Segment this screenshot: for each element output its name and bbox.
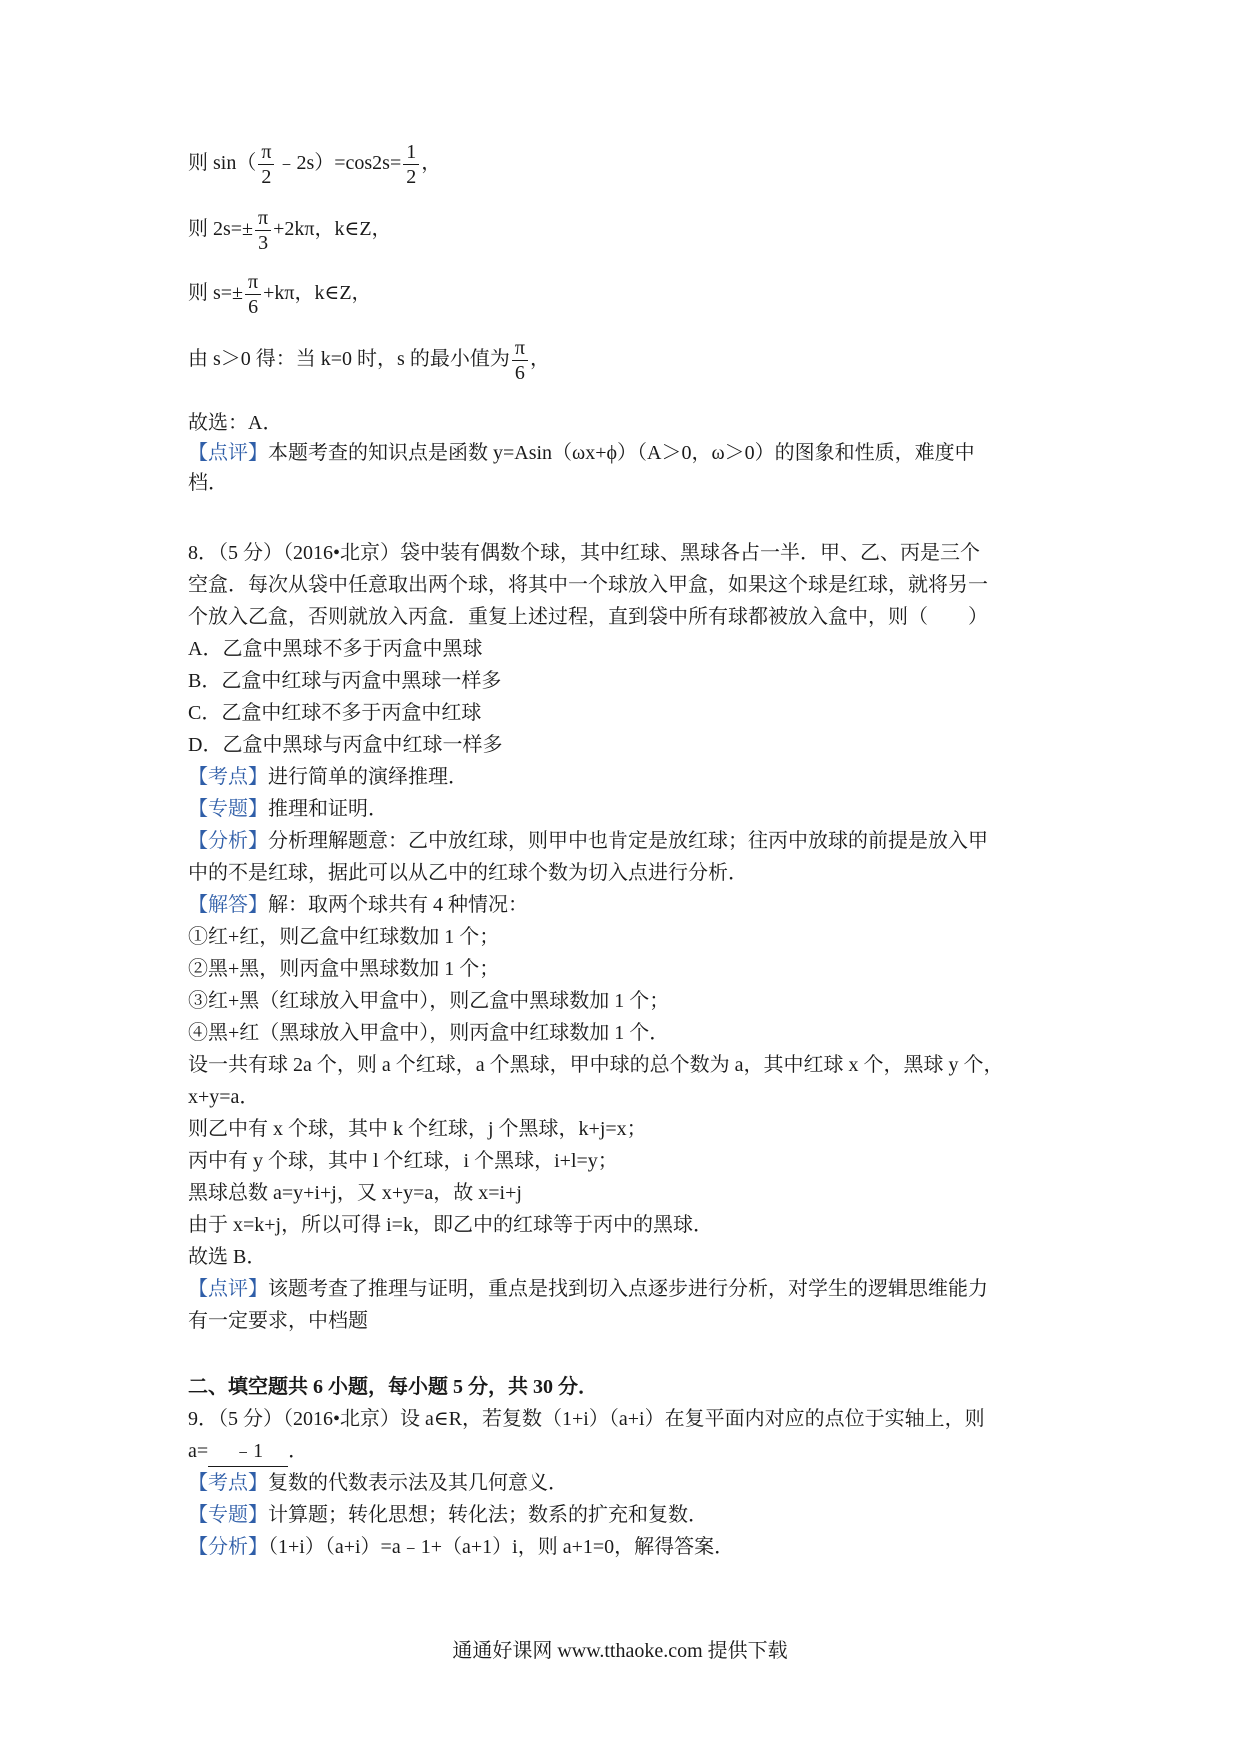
answer-blank: ﹣1 [208, 1436, 288, 1467]
fraction: $\frac{1}{2}$ [403, 140, 419, 189]
comment-tag: 【点评】 [188, 442, 268, 464]
q8-stem-1: 8．（5 分）（2016•北京）袋中装有偶数个球，其中红球、黑球各占一半．甲、乙、丙是三个 [188, 542, 981, 564]
q8-option-c: C．乙盒中红球不多于丙盒中红球 [188, 702, 482, 724]
q7-answer: 故选：A． [188, 412, 283, 434]
q9-kaodian: 【考点】复数的代数表示法及其几何意义． [188, 1472, 568, 1494]
zhuanti-tag: 【专题】 [188, 1504, 268, 1526]
q8-solution-6: 由于 x=k+j，所以可得 i=k，即乙中的红球等于丙中的黑球． [188, 1214, 713, 1236]
q8-case-1: ①红+红，则乙盒中红球数加 1 个； [188, 926, 500, 948]
q7-comment: 【点评】本题考查的知识点是函数 y=Asin（ωx+ϕ）（A＞0，ω＞0）的图象和性质，难度中 [188, 442, 975, 464]
q8-solution-2: x+y=a． [188, 1086, 260, 1108]
q8-stem-3: 个放入乙盒，否则就放入丙盒．重复上述过程，直到袋中所有球都被放入盒中，则（ ） [188, 606, 988, 628]
q8-kaodian: 【考点】进行简单的演绎推理． [188, 766, 468, 788]
q8-case-2: ②黑+黑，则丙盒中黑球数加 1 个； [188, 958, 500, 980]
fraction: $\frac{\pi}{6}$ [512, 336, 528, 385]
q9-stem-2: a= ﹣1 ． [188, 1436, 308, 1467]
q8-jieda: 【解答】解：取两个球共有 4 种情况： [188, 894, 528, 916]
q8-solution-5: 黑球总数 a=y+i+j，又 x+y=a，故 x=i+j [188, 1182, 522, 1204]
fenxi-tag: 【分析】 [188, 830, 268, 852]
q8-zhuanti: 【专题】推理和证明． [188, 798, 388, 820]
math-line-3: 则 s=± $\frac{\pi}{6}$ +kπ，k∈Z， [188, 271, 372, 318]
q8-case-3: ③红+黑（红球放入甲盒中），则乙盒中黑球数加 1 个； [188, 990, 670, 1012]
kaodian-tag: 【考点】 [188, 766, 268, 788]
math-line-4: 由 s＞0 得：当 k=0 时，s 的最小值为 $\frac{\pi}{6}$ ， [188, 337, 550, 384]
q8-comment: 【点评】该题考查了推理与证明，重点是找到切入点逐步进行分析，对学生的逻辑思维能力 [188, 1278, 988, 1300]
zhuanti-tag: 【专题】 [188, 798, 268, 820]
q8-solution-3: 则乙中有 x 个球，其中 k 个红球，j 个黑球，k+j=x； [188, 1118, 647, 1140]
section-heading: 二、填空题共 6 小题，每小题 5 分，共 30 分． [188, 1376, 598, 1398]
q7-comment-cont: 档． [188, 472, 228, 494]
math-line-2: 则 2s=± $\frac{\pi}{3}$ +2kπ，k∈Z， [188, 207, 392, 254]
fenxi-tag: 【分析】 [188, 1536, 268, 1558]
q8-fenxi: 【分析】分析理解题意：乙中放红球，则甲中也肯定是放红球；往丙中放球的前提是放入甲 [188, 830, 988, 852]
fraction: $\frac{\pi}{3}$ [255, 206, 271, 255]
q8-case-4: ④黑+红（黑球放入甲盒中），则丙盒中红球数加 1 个． [188, 1022, 670, 1044]
fraction: $\frac{\pi}{6}$ [245, 270, 261, 319]
q8-option-b: B．乙盒中红球与丙盒中黑球一样多 [188, 670, 502, 692]
kaodian-tag: 【考点】 [188, 1472, 268, 1494]
q8-option-d: D．乙盒中黑球与丙盒中红球一样多 [188, 734, 503, 756]
q8-option-a: A．乙盒中黑球不多于丙盒中黑球 [188, 638, 483, 660]
q9-fenxi: 【分析】（1+i）（a+i）=a﹣1+（a+1）i，则 a+1=0，解得答案． [188, 1536, 735, 1558]
q9-stem-1: 9．（5 分）（2016•北京）设 a∈R，若复数（1+i）（a+i）在复平面内对应的点位于实轴上，则 [188, 1408, 985, 1430]
fraction: $\frac{\pi}{2}$ [258, 140, 274, 189]
q8-fenxi-cont: 中的不是红球，据此可以从乙中的红球个数为切入点进行分析． [188, 862, 748, 884]
q8-answer: 故选 B． [188, 1246, 267, 1268]
q8-comment-cont: 有一定要求，中档题 [188, 1310, 368, 1332]
q8-stem-2: 空盒．每次从袋中任意取出两个球，将其中一个球放入甲盒，如果这个球是红球，就将另一 [188, 574, 988, 596]
jieda-tag: 【解答】 [188, 894, 268, 916]
q8-solution-4: 丙中有 y 个球，其中 l 个红球，i 个黑球，i+l=y； [188, 1150, 618, 1172]
q9-zhuanti: 【专题】计算题；转化思想；转化法；数系的扩充和复数． [188, 1504, 708, 1526]
page-footer: 通通好课网 www.tthaoke.com 提供下载 [452, 1640, 788, 1662]
math-line-1: 则 sin（ $\frac{\pi}{2}$ ﹣2s）=cos2s= $\frac{1}{2}$ ， [188, 141, 442, 188]
q8-solution-1: 设一共有球 2a 个，则 a 个红球，a 个黑球，甲中球的总个数为 a，其中红球 x 个，黑球 y 个， [188, 1054, 1004, 1076]
comment-tag: 【点评】 [188, 1278, 268, 1300]
